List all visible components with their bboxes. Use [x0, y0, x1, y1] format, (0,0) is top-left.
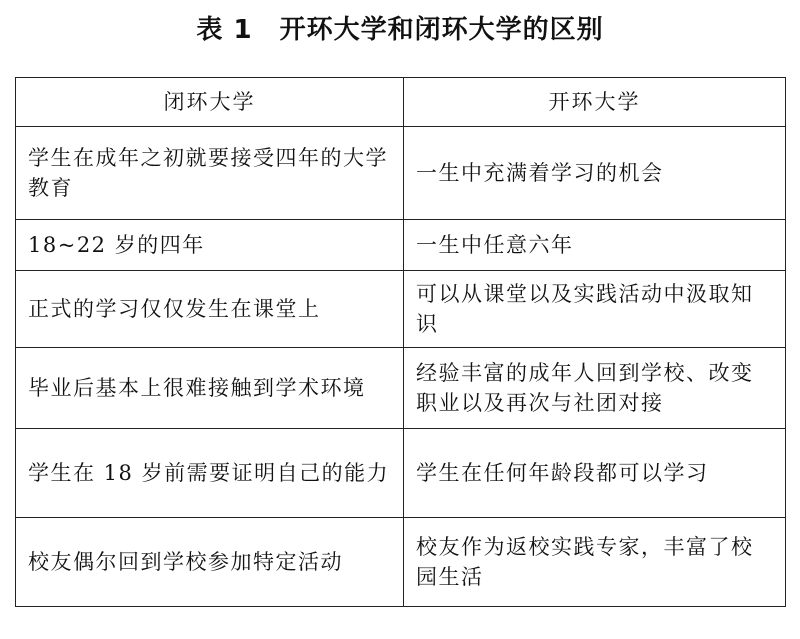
header-open-university: 开环大学: [404, 78, 786, 127]
table-row: [16, 220, 786, 271]
open-cell: 学生在任何年龄段都可以学习: [404, 429, 786, 518]
header-closed-university: 闭环大学: [16, 78, 404, 127]
closed-cell: 毕业后基本上很难接触到学术环境: [16, 348, 404, 429]
open-cell: 经验丰富的成年人回到学校、改变职业以及再次与社团对接: [404, 348, 786, 429]
comparison-table: [15, 77, 786, 607]
closed-cell: 学生在 18 岁前需要证明自己的能力: [16, 429, 404, 518]
table-row: [16, 127, 786, 220]
closed-cell: 18~22 岁的四年: [16, 220, 404, 271]
closed-cell: 正式的学习仅仅发生在课堂上: [16, 271, 404, 348]
closed-cell: 学生在成年之初就要接受四年的大学教育: [16, 127, 404, 220]
open-cell: 校友作为返校实践专家，丰富了校园生活: [404, 518, 786, 607]
table-row: [16, 348, 786, 429]
open-cell: 可以从课堂以及实践活动中汲取知识: [404, 271, 786, 348]
table-row: [16, 271, 786, 348]
closed-cell: 校友偶尔回到学校参加特定活动: [16, 518, 404, 607]
table-header-row: [16, 78, 786, 127]
table-title: 表 1 开环大学和闭环大学的区别: [196, 15, 604, 45]
table-row: [16, 518, 786, 607]
open-cell: 一生中充满着学习的机会: [404, 127, 786, 220]
open-cell: 一生中任意六年: [404, 220, 786, 271]
table-row: [16, 429, 786, 518]
